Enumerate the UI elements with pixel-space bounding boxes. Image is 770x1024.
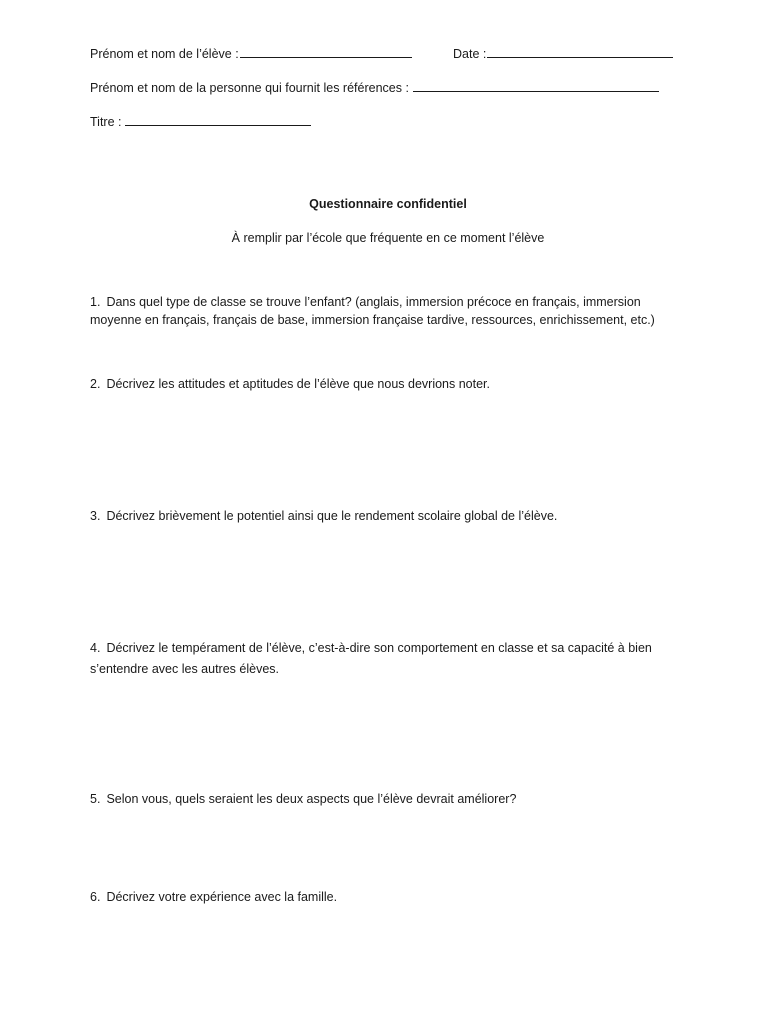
question-text: Décrivez brièvement le potentiel ainsi que le rendement scolaire global de l’élève. [106,509,558,523]
question-1 [90,293,680,329]
date-blank[interactable] [487,46,673,58]
question-text: Selon vous, quels seraient les deux aspects que l’élève devrait améliorer? [106,792,517,806]
question-number: 4. [90,641,101,655]
referee-title-blank[interactable] [125,114,311,126]
question-3 [90,507,680,525]
question-number: 1. [90,295,101,309]
question-5 [90,790,680,808]
referee-name-label: Prénom et nom de la personne qui fournit les références : [90,81,409,95]
student-name-field[interactable] [90,46,412,62]
date-field[interactable] [453,46,673,62]
question-6 [90,888,680,906]
referee-name-blank[interactable] [413,80,659,92]
question-text: Décrivez les attitudes et aptitudes de l’élève que nous devrions noter. [106,377,491,391]
question-text: Dans quel type de classe se trouve l’enfant? (anglais, immersion précoce en français, immersion moyenne en français, français de base, immersion française tardive, ressources, enrichissement, etc.) [90,295,655,327]
question-number: 2. [90,377,101,391]
form-subheading: À remplir par l’école que fréquente en ce moment l’élève [231,231,545,245]
question-text: Décrivez votre expérience avec la famille. [106,890,338,904]
referee-title-field[interactable] [90,114,311,130]
student-name-label: Prénom et nom de l’élève : [90,47,239,61]
date-label: Date : [453,47,487,61]
student-name-blank[interactable] [240,46,412,58]
question-number: 3. [90,509,101,523]
question-number: 6. [90,890,101,904]
question-2 [90,375,680,393]
referee-title-label: Titre : [90,115,122,129]
question-text: Décrivez le tempérament de l’élève, c’est-à-dire son comportement en classe et sa capacité à bien s’entendre avec les autres élèves. [90,641,652,676]
question-4 [90,638,670,680]
form-heading: Questionnaire confidentiel [309,197,467,211]
question-number: 5. [90,792,101,806]
referee-name-field[interactable] [90,80,659,96]
